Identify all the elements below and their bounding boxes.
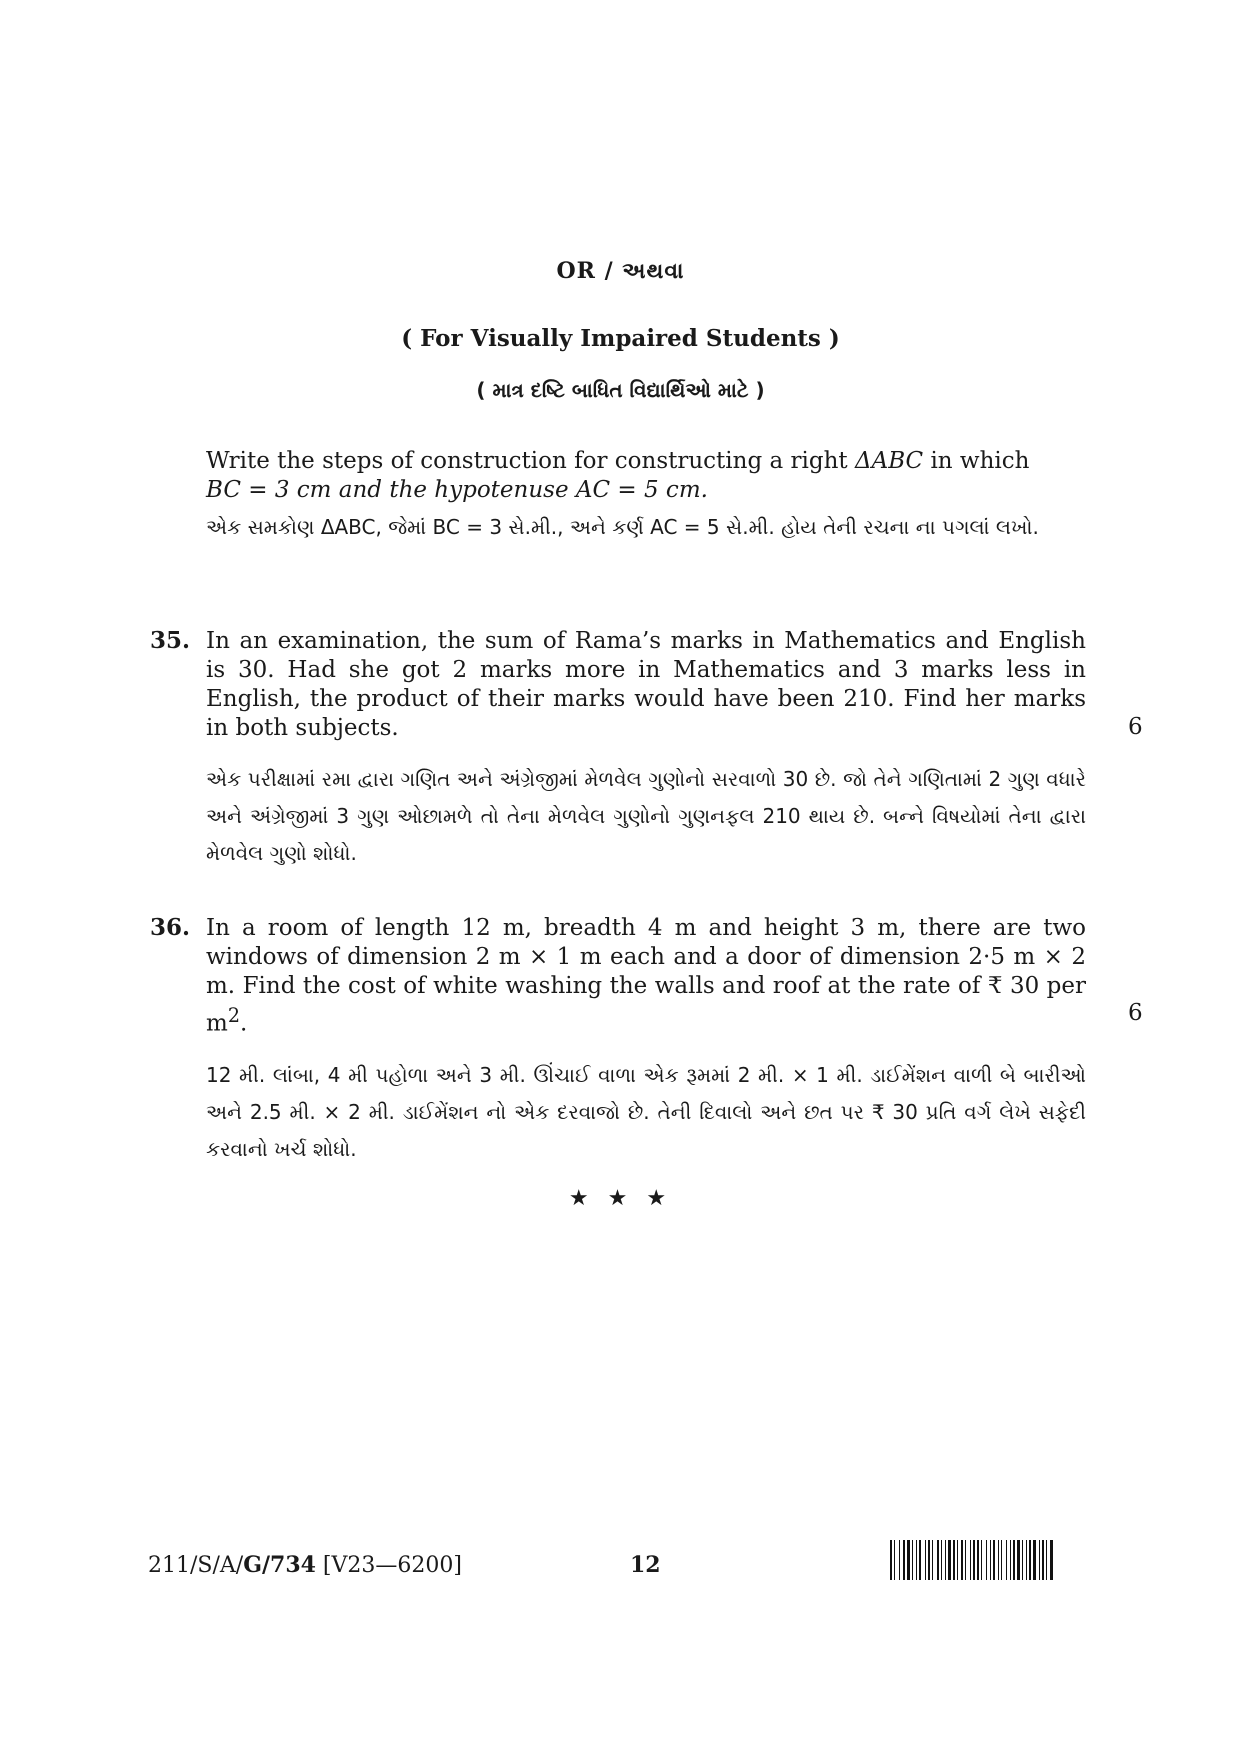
q36-english: In a room of length 12 m, breadth 4 m and height 3 m, there are two windows of dimension 2 m × 1 m each and a door of dimension 2·5 m × 2 m. Find the cost of white washing the walls and roof at the rate of ₹ 30 per $m^2$. <box>206 915 1086 1037</box>
q35-marks: 6 <box>1128 714 1143 740</box>
visually-impaired-heading: ( For Visually Impaired Students ) <box>401 325 840 352</box>
q36-block <box>206 914 1086 1168</box>
q34-vi-english: Write the steps of construction for constructing a right ΔABC in which BC = 3 cm and the hypotenuse AC = 5 cm. <box>206 448 1030 503</box>
page-number: 12 <box>630 1552 661 1578</box>
q36-number: 36. <box>150 914 191 941</box>
barcode-icon <box>890 1540 1152 1580</box>
q35-block <box>206 627 1086 872</box>
q35-number: 35. <box>150 627 191 654</box>
q35-english: In an examination, the sum of Rama’s marks in Mathematics and English is 30. Had she got 2 marks more in Mathematics and 3 marks less in English, the product of their marks would have been 210. Find her marks in both subjects. <box>206 628 1086 741</box>
q34-vi-block <box>206 447 1086 546</box>
q36-gujarati: 12 મી. લાંબા, 4 મી પહોળા અને 3 મી. ઊંચાઈ વાળા એક રૂમમાં 2 મી. × 1 મી. ડાઈમેંશન વાળી બે બારીઓ અને 2.5 મી. × 2 મી. ડાઈમેંશન નો એક દરવાજો છે. તેની દિવાલો અને છત પર ₹ 30 પ્રતિ વર્ગ લેખે સફેદી કરવાનો ખર્ચ શોધો. <box>206 1062 1086 1161</box>
paper-code: 211/S/A/G/734 [V23—6200] <box>148 1552 462 1578</box>
visually-impaired-heading-gujarati: ( માત્ર દષ્ટિ બાધિત વિદ્યાર્થિઓ માટે ) <box>476 378 765 402</box>
end-of-paper-stars: ★ ★ ★ <box>568 1186 673 1211</box>
q36-marks: 6 <box>1128 1000 1143 1026</box>
q34-vi-gujarati: એક સમકોણ ΔABC, જેમાં BC = 3 સે.મી., અને કર્ણ AC = 5 સે.મી. હોય તેની રચના ના પગલાં લખો. <box>206 515 1039 539</box>
or-separator: OR / અથવા <box>556 258 685 284</box>
q35-gujarati: એક પરીક્ષામાં રમા દ્વારા ગણિત અને અંગ્રેજીમાં મેળવેલ ગુણોનો સરવાળો 30 છે. જો તેને ગણિતામાં 2 ગુણ વધારે અને અંગ્રેજીમાં 3 ગુણ ઓછામળે તો તેના મેળવેલ ગુણોનો ગુણનફલ 210 થાય છે. બન્ને વિષયોમાં તેના દ્વારા મેળવેલ ગુણો શોધો. <box>206 767 1086 865</box>
